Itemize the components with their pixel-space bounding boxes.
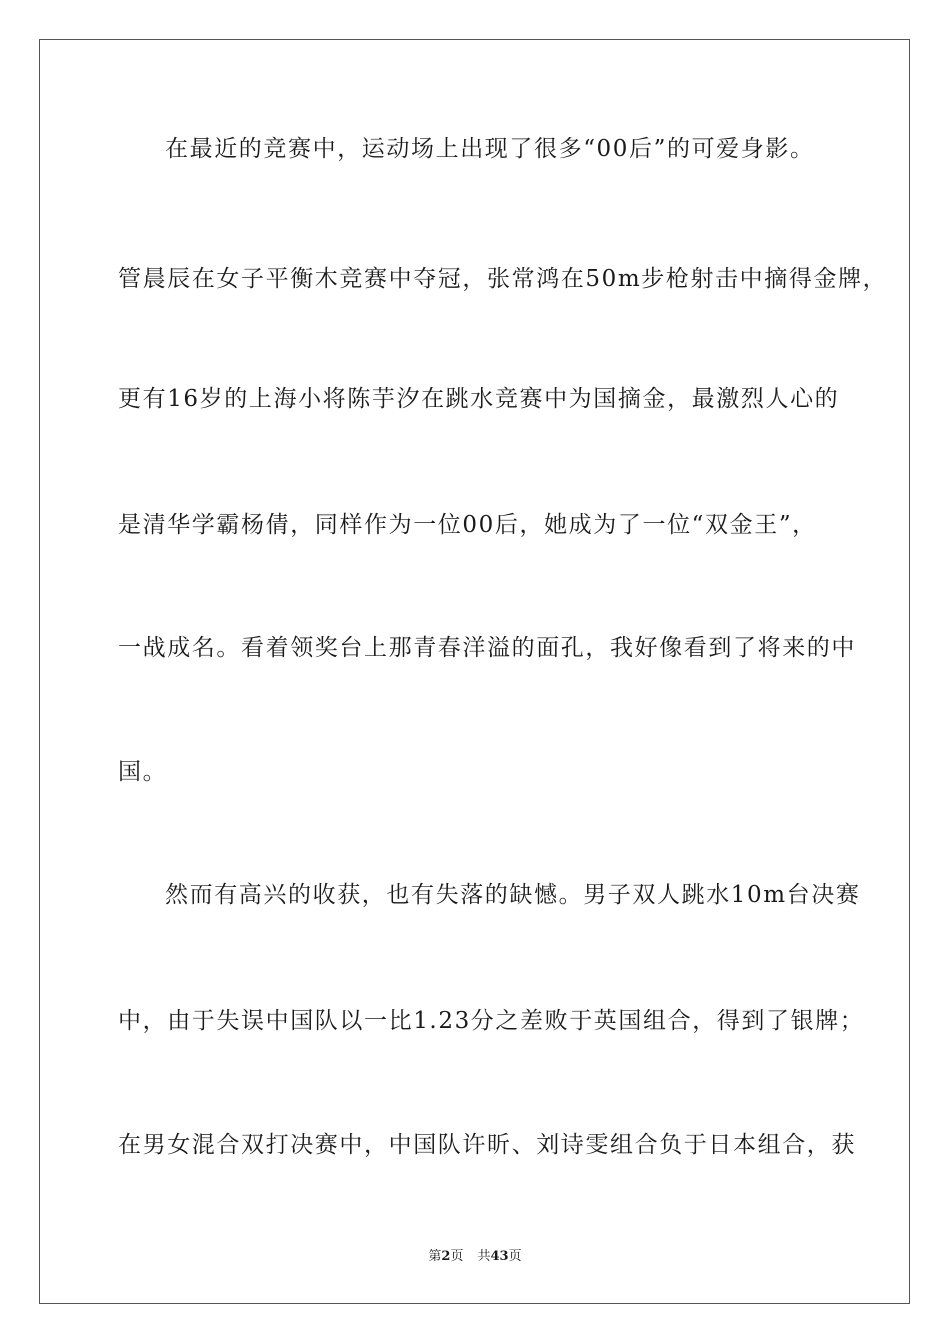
total-pages: 43 <box>490 1249 509 1264</box>
page-number: 2 <box>441 1249 451 1264</box>
page-footer <box>0 1248 950 1266</box>
paragraph-line: 在最近的竞赛中，运动场上出现了很多“00后”的可爱身影。 <box>165 136 815 162</box>
paragraph-line: 更有16岁的上海小将陈芋汐在跳水竞赛中为国摘金，最激烈人心的 <box>118 386 840 412</box>
paragraph-line: 中，由于失误中国队以一比1.23分之差败于英国组合，得到了银牌； <box>118 1008 865 1034</box>
page-suffix: 页 <box>450 1249 464 1264</box>
paragraph-line: 一战成名。看着领奖台上那青春洋溢的面孔，我好像看到了将来的中 <box>118 635 856 661</box>
total-prefix: 共 <box>477 1249 491 1264</box>
paragraph-line: 国。 <box>118 759 168 785</box>
paragraph-line: 然而有高兴的收获，也有失落的缺憾。男子双人跳水10m台决赛 <box>165 882 861 908</box>
total-suffix: 页 <box>508 1249 522 1264</box>
page-prefix: 第 <box>428 1249 442 1264</box>
paragraph-line: 是清华学霸杨倩，同样作为一位00后，她成为了一位“双金王”， <box>118 512 817 538</box>
paragraph-line: 管晨辰在女子平衡木竞赛中夺冠，张常鸿在50m步枪射击中摘得金牌， <box>118 266 888 292</box>
page-border <box>39 39 910 1304</box>
paragraph-line: 在男女混合双打决赛中，中国队许昕、刘诗雯组合负于日本组合，获 <box>118 1132 856 1158</box>
